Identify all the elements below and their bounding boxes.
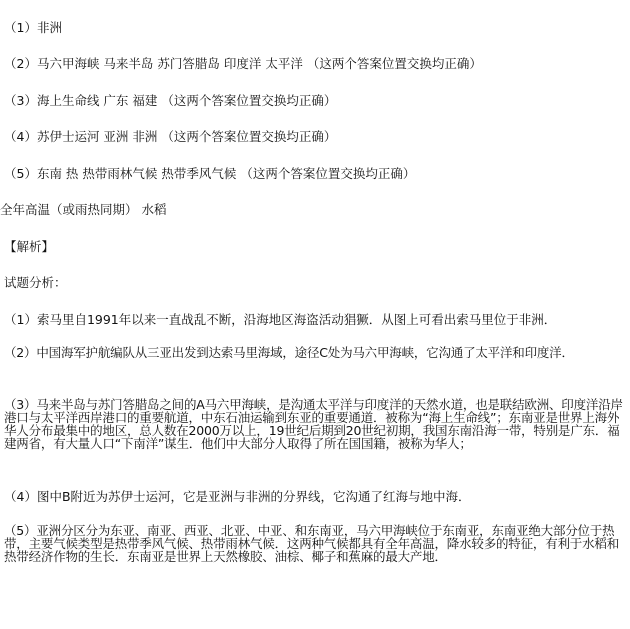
analysis-item-1: （1）索马里自1991年以来一直战乱不断，沿海地区海盗活动猖獗．从图上可看出索马里位于非洲． bbox=[4, 312, 557, 327]
analysis-intro: 试题分析： bbox=[4, 275, 67, 290]
analysis-item-2: （2）中国海军护航编队从三亚出发到达索马里海域，途径C处为马六甲海峡，它沟通了太平洋和印度洋． bbox=[4, 345, 574, 360]
answer-5-extra: 全年高温（或雨热同期） 水稻 bbox=[0, 202, 167, 217]
answer-1: （1）非洲 bbox=[4, 20, 62, 35]
analysis-item-4: （4）图中B附近为苏伊士运河，它是亚洲与非洲的分界线，它沟通了红海与地中海． bbox=[4, 489, 471, 504]
analysis-item-5: （5）亚洲分区分为东亚、南亚、西亚、北亚、中亚、和东南亚，马六甲海峡位于东南亚，东南亚绝大部分位于热带，主要气候类型是热带季风气候、热带雨林气候．这两种气候都具有全年高温，降水较多的特征，有利于水稻和热带经济作物的生长．东南亚是世界上天然橡胶、油棕、椰子和蕉麻的最大产地． bbox=[4, 523, 620, 564]
answer-5: （5）东南 热 热带雨林气候 热带季风气候 （这两个答案位置交换均正确） bbox=[4, 166, 416, 181]
answer-2: （2）马六甲海峡 马来半岛 苏门答腊岛 印度洋 太平洋 （这两个答案位置交换均正确） bbox=[4, 56, 482, 71]
answer-4: （4）苏伊士运河 亚洲 非洲 （这两个答案位置交换均正确） bbox=[4, 129, 337, 144]
answer-3: （3）海上生命线 广东 福建 （这两个答案位置交换均正确） bbox=[4, 93, 337, 108]
analysis-item-3: （3）马来半岛与苏门答腊岛之间的A马六甲海峡，是沟通太平洋与印度洋的天然水道，也是联结欧洲、印度洋沿岸港口与太平洋西岸港口的重要航道，中东石油运输到东亚的重要通道．被称为“海上生命线”；东南亚是世界上海外华人分布最集中的地区，总人数在2000万以上，19世纪后期到20世纪初期，我国东南沿海一带，特别是广东．福建两省，有大量人口“下南洋”谋生．他们中大部分人取得了所在国国籍，被称为华人； bbox=[4, 397, 623, 451]
analysis-heading: 【解析】 bbox=[4, 239, 55, 254]
